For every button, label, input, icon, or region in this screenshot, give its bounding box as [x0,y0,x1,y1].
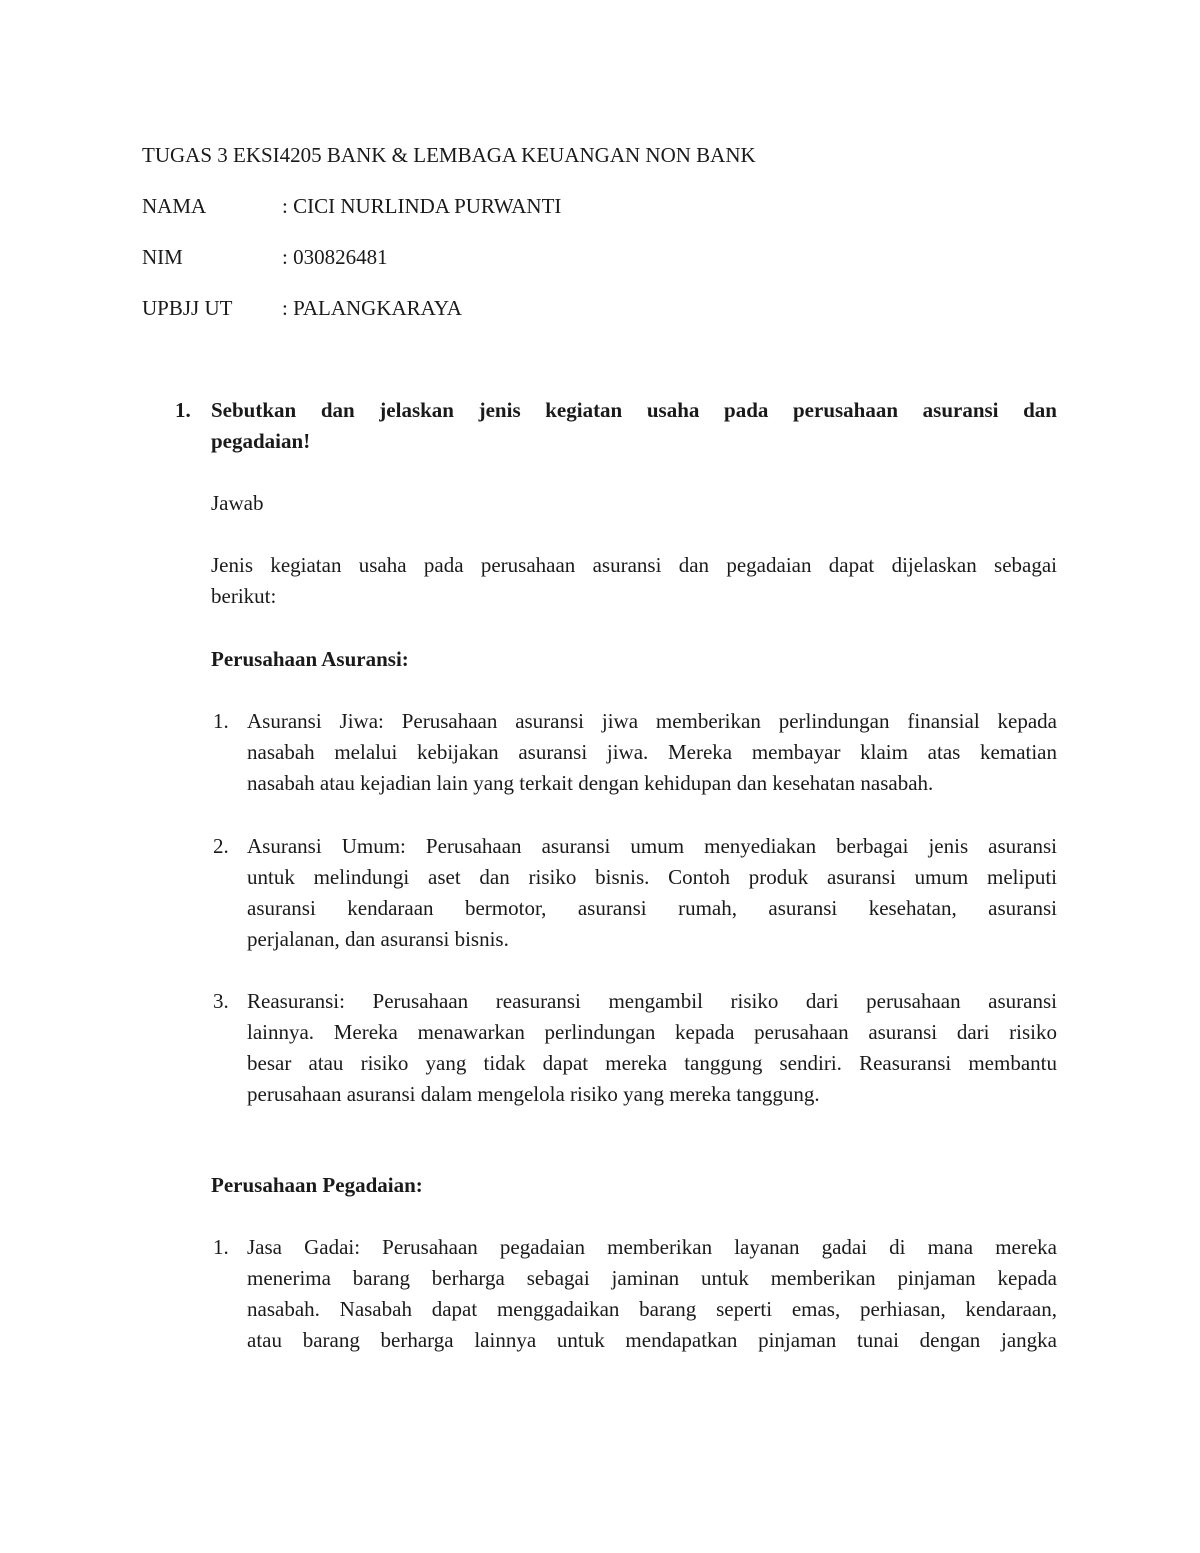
list-item-line: perjalanan, dan asuransi bisnis. [247,927,509,951]
field-value-upbjj: : PALANGKARAYA [282,296,462,320]
section-heading-pegadaian: Perusahaan Pegadaian: [211,1173,423,1197]
list-item-line: nasabah melalui kebijakan asuransi jiwa. Mereka membayar klaim atas kematian [247,740,1057,764]
intro-line-2: berikut: [211,584,277,608]
list-item-line: perusahaan asuransi dalam mengelola risiko yang mereka tanggung. [247,1082,820,1106]
field-value-nama: : CICI NURLINDA PURWANTI [282,194,562,218]
answer-label: Jawab [211,491,264,515]
question-line-1: Sebutkan dan jelaskan jenis kegiatan usaha pada perusahaan asuransi dan [211,398,1057,422]
list-item-line: Asuransi Jiwa: Perusahaan asuransi jiwa memberikan perlindungan finansial kepada [247,709,1057,733]
field-value-nim: : 030826481 [282,245,388,269]
section-heading-asuransi: Perusahaan Asuransi: [211,647,409,671]
list-item-line: lainnya. Mereka menawarkan perlindungan kepada perusahaan asuransi dari risiko [247,1020,1057,1044]
list-item-line: asuransi kendaraan bermotor, asuransi rumah, asuransi kesehatan, asuransi [247,896,1057,920]
list-item-line: nasabah. Nasabah dapat menggadaikan barang seperti emas, perhiasan, kendaraan, [247,1297,1057,1321]
list-item-number: 1. [213,709,229,733]
list-item-line: untuk melindungi aset dan risiko bisnis. Contoh produk asuransi umum meliputi [247,865,1057,889]
list-item-line: besar atau risiko yang tidak dapat mereka tanggung sendiri. Reasuransi membantu [247,1051,1057,1075]
question-number: 1. [175,398,191,422]
list-item-number: 3. [213,989,229,1013]
list-item-line: atau barang berharga lainnya untuk mendapatkan pinjaman tunai dengan jangka [247,1328,1057,1352]
field-label-nama: NAMA [142,194,207,218]
field-label-nim: NIM [142,245,183,269]
question-line-2: pegadaian! [211,429,311,453]
list-item-line: Reasuransi: Perusahaan reasuransi mengambil risiko dari perusahaan asuransi [247,989,1057,1013]
list-item-line: Jasa Gadai: Perusahaan pegadaian memberikan layanan gadai di mana mereka [247,1235,1057,1259]
list-item-number: 1. [213,1235,229,1259]
intro-line-1: Jenis kegiatan usaha pada perusahaan asuransi dan pegadaian dapat dijelaskan sebagai [211,553,1057,577]
list-item-line: Asuransi Umum: Perusahaan asuransi umum menyediakan berbagai jenis asuransi [247,834,1057,858]
list-item-number: 2. [213,834,229,858]
list-item-line: nasabah atau kejadian lain yang terkait dengan kehidupan dan kesehatan nasabah. [247,771,934,795]
list-item-line: menerima barang berharga sebagai jaminan untuk memberikan pinjaman kepada [247,1266,1057,1290]
field-label-upbjj: UPBJJ UT [142,296,233,320]
document-title: TUGAS 3 EKSI4205 BANK & LEMBAGA KEUANGAN NON BANK [142,143,756,167]
